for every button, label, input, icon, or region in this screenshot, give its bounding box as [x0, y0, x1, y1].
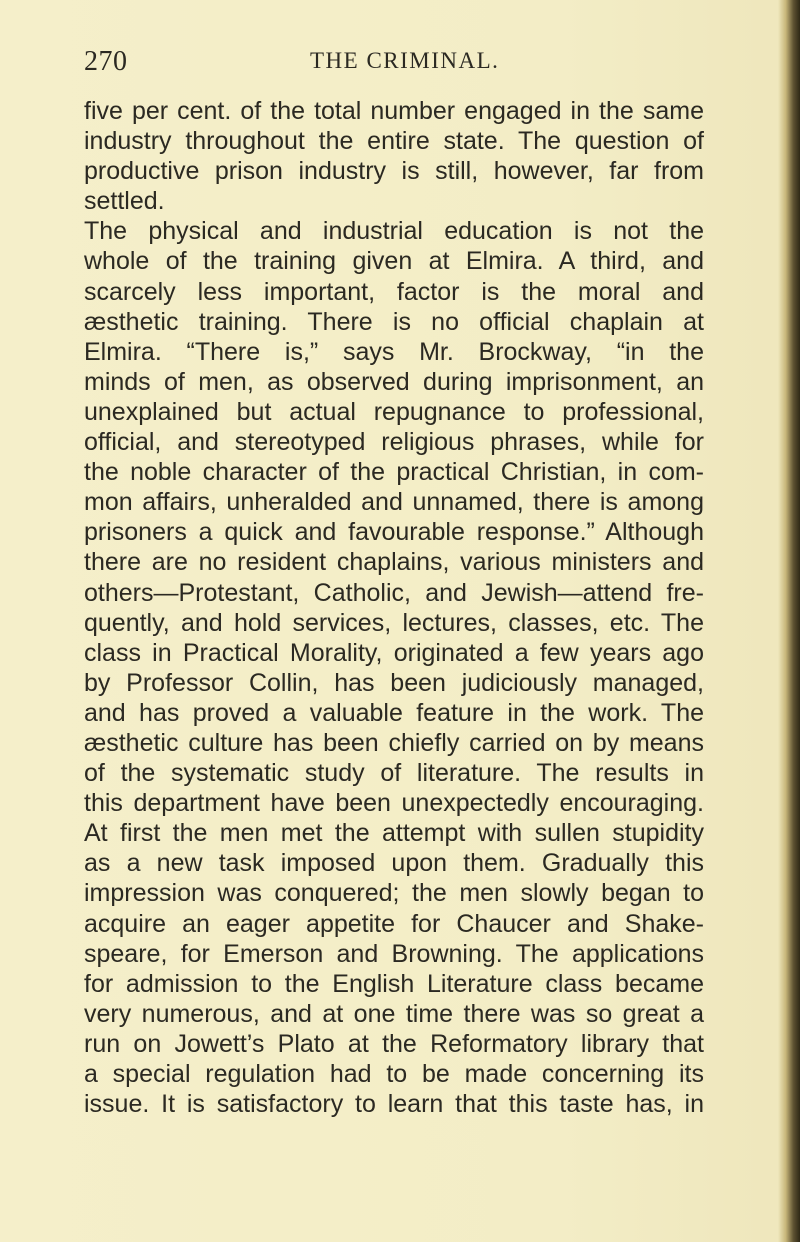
text-line: issue. It is satisfactory to learn that this taste has, in: [84, 1090, 704, 1119]
text-line: æsthetic training. There is no official chaplain at: [84, 307, 704, 336]
page-number: 270: [84, 46, 128, 77]
page-header: [84, 38, 702, 78]
text-line: there are no resident chaplains, various ministers and: [84, 548, 704, 577]
text-line: minds of men, as observed during imprisonment, an: [84, 367, 704, 396]
text-line: for admission to the English Literature class became: [84, 969, 704, 998]
text-line: industry throughout the entire state. The question of: [84, 127, 704, 156]
text-line: prisoners a quick and favourable response.” Although: [84, 518, 704, 547]
text-line: five per cent. of the total number engaged in the same: [84, 97, 704, 125]
text-line: the noble character of the practical Christian, in com-: [84, 458, 704, 487]
text-line: a special regulation had to be made concerning its: [84, 1060, 704, 1088]
text-line: very numerous, and at one time there was so great a: [84, 999, 704, 1028]
text-line: acquire an eager appetite for Chaucer and Shake-: [84, 909, 704, 938]
text-line: impression was conquered; the men slowly began to: [84, 879, 704, 908]
text-line: class in Practical Morality, originated a few years ago: [84, 638, 704, 667]
text-line: and has proved a valuable feature in the work. The: [84, 698, 704, 727]
text-line: run on Jowett’s Plato at the Reformatory library that: [84, 1029, 704, 1058]
text-line: speare, for Emerson and Browning. The applications: [84, 939, 704, 968]
text-line: settled.: [84, 187, 165, 216]
text-line: productive prison industry is still, however, far from: [84, 157, 704, 186]
text-line: of the systematic study of literature. The results in: [84, 759, 704, 788]
text-line: this department have been unexpectedly encouraging.: [84, 789, 704, 818]
text-line: others—Protestant, Catholic, and Jewish—attend fre-: [84, 578, 704, 607]
text-line: whole of the training given at Elmira. A third, and: [84, 247, 704, 276]
text-line: At first the men met the attempt with sullen stupidity: [84, 819, 704, 848]
text-line: as a new task imposed upon them. Gradually this: [84, 849, 704, 878]
text-line: by Professor Collin, has been judiciously managed,: [84, 668, 704, 697]
text-line: scarcely less important, factor is the moral and: [84, 277, 704, 306]
running-title: THE CRIMINAL.: [310, 48, 500, 73]
text-line: The physical and industrial education is not the: [84, 217, 704, 246]
page-edge-shadow: [778, 0, 800, 1242]
text-line: official, and stereotyped religious phrases, while for: [84, 428, 704, 457]
text-line: quently, and hold services, lectures, classes, etc. The: [84, 608, 704, 637]
text-line: æsthetic culture has been chiefly carried on by means: [84, 728, 704, 757]
text-line: mon affairs, unheralded and unnamed, there is among: [84, 488, 704, 517]
text-line: Elmira. “There is,” says Mr. Brockway, “in the: [84, 337, 704, 366]
text-line: unexplained but actual repugnance to professional,: [84, 397, 704, 426]
body-text: [84, 96, 704, 1119]
